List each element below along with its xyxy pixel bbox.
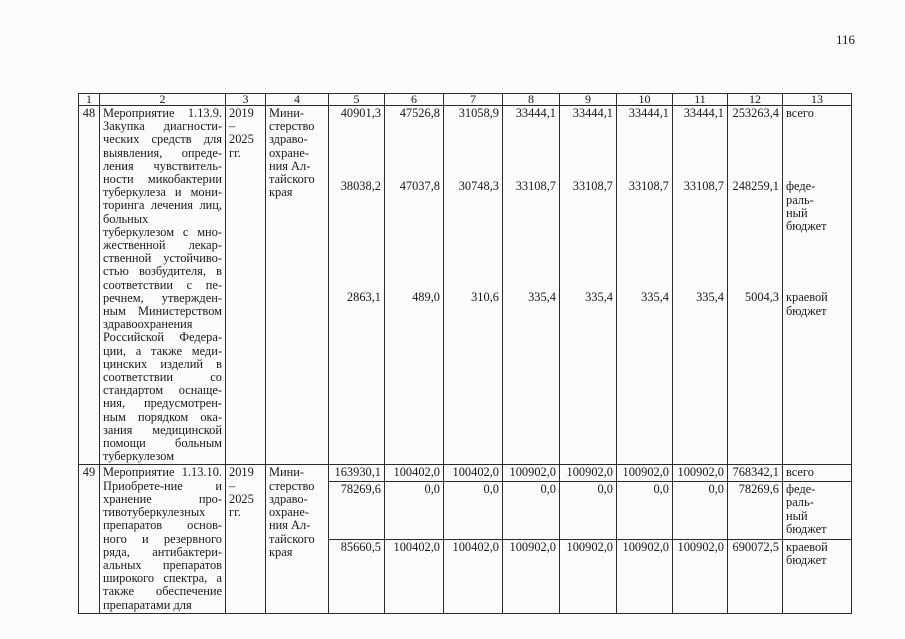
value-cell: 100902,0 (560, 539, 617, 613)
value-cell: 33444,1 (560, 106, 617, 180)
value-cell: 100402,0 (444, 465, 503, 482)
value-cell: 100902,0 (617, 465, 673, 482)
value-cell: 335,4 (673, 290, 728, 465)
funding-source: краевой бюджет (783, 539, 852, 613)
column-header: 12 (728, 94, 783, 106)
value-cell: 33108,7 (560, 179, 617, 290)
total-cell: 248259,1 (728, 179, 783, 290)
value-cell: 33108,7 (503, 179, 560, 290)
total-cell: 78269,6 (728, 482, 783, 539)
column-header: 11 (673, 94, 728, 106)
value-cell: 85660,5 (329, 539, 385, 613)
value-cell: 33444,1 (617, 106, 673, 180)
funding-source: всего (783, 106, 852, 180)
column-header: 13 (783, 94, 852, 106)
value-cell: 100902,0 (617, 539, 673, 613)
value-cell: 163930,1 (329, 465, 385, 482)
value-cell: 38038,2 (329, 179, 385, 290)
value-cell: 47526,8 (385, 106, 444, 180)
column-header: 2 (100, 94, 226, 106)
funding-source: краевой бюджет (783, 290, 852, 465)
value-cell: 100902,0 (673, 465, 728, 482)
value-cell: 335,4 (560, 290, 617, 465)
value-cell: 0,0 (617, 482, 673, 539)
value-cell: 33108,7 (617, 179, 673, 290)
value-cell: 40901,3 (329, 106, 385, 180)
value-cell: 100902,0 (560, 465, 617, 482)
total-cell: 253263,4 (728, 106, 783, 180)
table-row (79, 106, 852, 180)
value-cell: 100902,0 (503, 465, 560, 482)
column-header: 3 (226, 94, 266, 106)
value-cell: 47037,8 (385, 179, 444, 290)
column-header: 6 (385, 94, 444, 106)
value-cell: 2863,1 (329, 290, 385, 465)
value-cell: 0,0 (385, 482, 444, 539)
column-header: 9 (560, 94, 617, 106)
value-cell: 310,6 (444, 290, 503, 465)
period-cell: 2019 – 2025 гг. (226, 106, 266, 465)
value-cell: 30748,3 (444, 179, 503, 290)
period-cell: 2019 – 2025 гг. (226, 465, 266, 613)
header-row (79, 94, 852, 106)
funding-source: всего (783, 465, 852, 482)
table-row (79, 465, 852, 482)
row-number: 49 (79, 465, 100, 613)
measure-description: Мероприятие 1.13.10. Приобрете-ние и хранение про-тивотуберкулезных препаратов основ-ного и резервного ряда, антибактери-альных препаратов широкого спектра, а также обеспечение препаратами для (100, 465, 226, 613)
total-cell: 768342,1 (728, 465, 783, 482)
funding-source: феде- раль- ный бюджет (783, 482, 852, 539)
column-header: 8 (503, 94, 560, 106)
value-cell: 100902,0 (673, 539, 728, 613)
measure-description: Мероприятие 1.13.9. Закупка диагности-ческих средств для выявления, опреде-ления чувствитель-ности микобактерии туберкулеза и мони-торинга лечения лиц, больных туберкулезом с мно-жественной лекар-ственной устойчиво-стью возбудителя, в соответствии с пе-речнем, утвержден-ным Министерством здравоохранения Российской Федера-ции, а также меди-цинских изделий в соответствии со стандартом оснаще-ния, предусмотрен-ным порядком ока-зания медицинской помощи больным туберкулезом (100, 106, 226, 465)
funding-source: феде- раль- ный бюджет (783, 179, 852, 290)
total-cell: 5004,3 (728, 290, 783, 465)
budget-table (78, 93, 852, 614)
column-header: 4 (266, 94, 329, 106)
value-cell: 0,0 (444, 482, 503, 539)
executor-cell: Мини-стерство здраво-охране-ния Ал-тайского края (266, 465, 329, 613)
total-cell: 690072,5 (728, 539, 783, 613)
value-cell: 100402,0 (385, 539, 444, 613)
column-header: 1 (79, 94, 100, 106)
value-cell: 100402,0 (444, 539, 503, 613)
value-cell: 335,4 (617, 290, 673, 465)
executor-cell: Мини-стерство здраво-охране-ния Ал-тайского края (266, 106, 329, 465)
value-cell: 78269,6 (329, 482, 385, 539)
value-cell: 489,0 (385, 290, 444, 465)
page-number: 116 (836, 32, 856, 47)
value-cell: 33108,7 (673, 179, 728, 290)
value-cell: 31058,9 (444, 106, 503, 180)
column-header: 10 (617, 94, 673, 106)
value-cell: 33444,1 (503, 106, 560, 180)
value-cell: 335,4 (503, 290, 560, 465)
column-header: 5 (329, 94, 385, 106)
value-cell: 0,0 (503, 482, 560, 539)
value-cell: 0,0 (560, 482, 617, 539)
value-cell: 100402,0 (385, 465, 444, 482)
value-cell: 33444,1 (673, 106, 728, 180)
value-cell: 0,0 (673, 482, 728, 539)
value-cell: 100902,0 (503, 539, 560, 613)
column-header: 7 (444, 94, 503, 106)
row-number: 48 (79, 106, 100, 465)
